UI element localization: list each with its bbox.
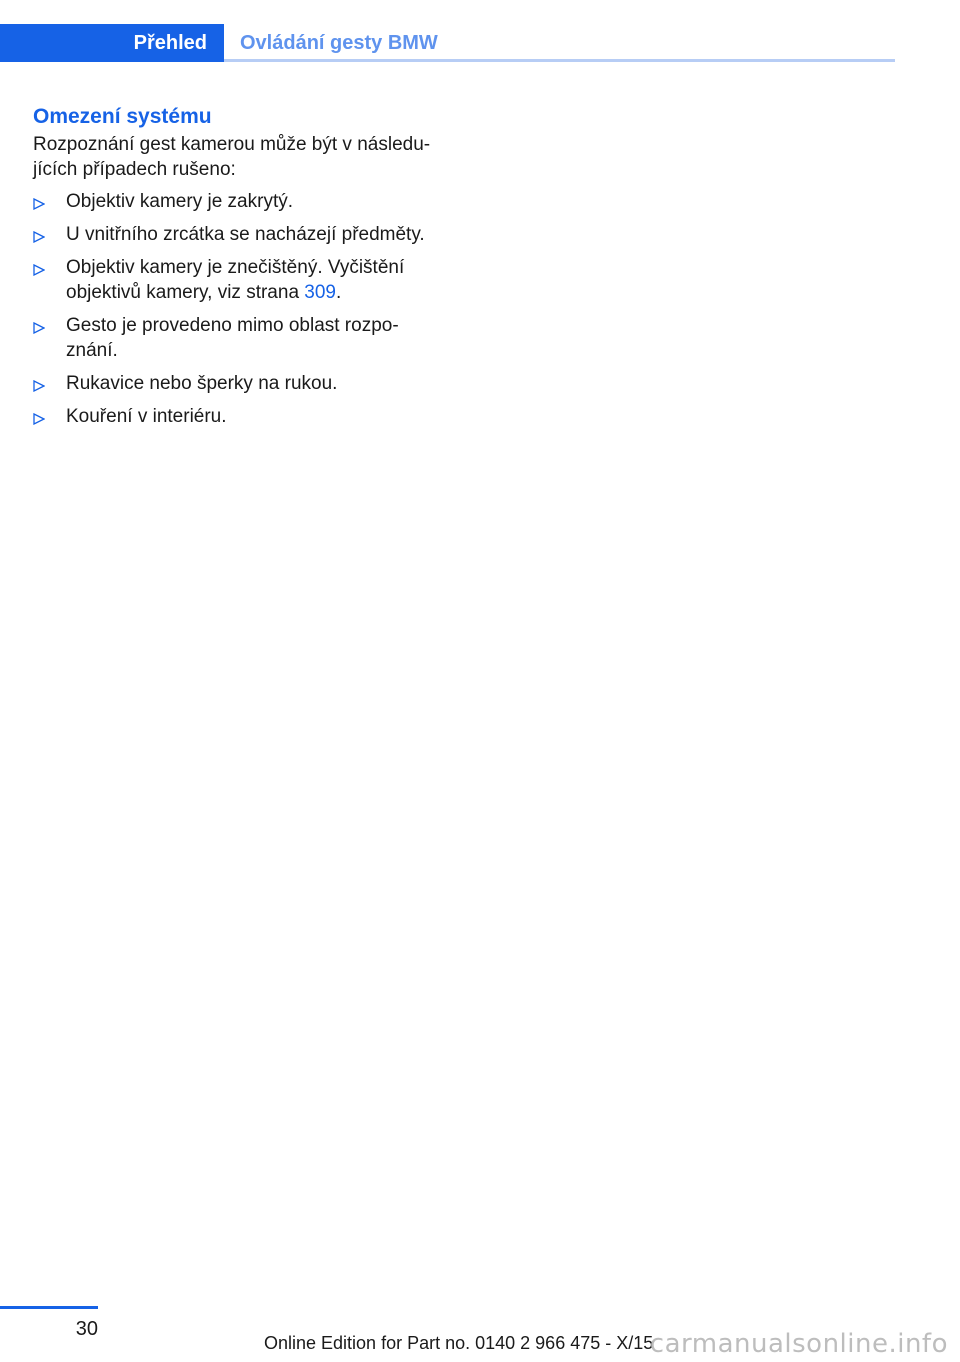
page-number-rule [0,1306,98,1309]
tab-ovladani-gesty-label: Ovládání gesty BMW [240,31,438,54]
footer-edition: Online Edition for Part no. 0140 2 966 475 - X/15 [264,1333,654,1353]
list-item-text: Rukavice nebo šperky na rukou. [66,373,338,394]
intro-line-2: jících případech rušeno: [33,159,236,180]
triangle-right-outline-icon [33,264,45,276]
list-item [33,313,453,363]
main-content [33,102,453,437]
tab-prehled[interactable] [0,24,224,62]
list-item-text: U vnitřního zrcátka se nacházejí předměty. [66,224,425,245]
triangle-right-outline-icon [33,413,45,425]
list-item [33,371,453,396]
tab-prehled-label: Přehled [133,31,207,54]
section-intro [33,132,453,182]
header-divider [224,59,895,62]
list-item [33,222,453,247]
list-item [33,404,453,429]
watermark: carmanualsonline.info [649,1329,948,1359]
page-number: 30 [75,1318,98,1340]
triangle-right-outline-icon [33,198,45,210]
list-item [33,255,453,305]
list-item-text-multiline: Objektiv kamery je znečištěný. Vyčištění objektivů kamery, viz strana [66,257,405,303]
triangle-right-outline-icon [33,322,45,334]
intro-line-1: Rozpoznání gest kamerou může být v následu- [33,134,431,155]
list-item-text-multiline: Gesto je provedeno mimo oblast rozpo- znání. [66,315,399,361]
list-item-text: Kouření v interiéru. [66,406,227,427]
header-bar [0,24,895,62]
list-item [33,189,453,214]
list-item-text-after: . [336,282,342,303]
triangle-right-outline-icon [33,231,45,243]
list-item-text: Objektiv kamery je zakrytý. [66,191,293,212]
tab-ovladani-gesty[interactable] [240,24,438,62]
section-title: Omezení systému [33,105,212,128]
triangle-right-outline-icon [33,380,45,392]
bullet-list [33,189,453,429]
page-link-309[interactable]: 309 [304,282,336,303]
